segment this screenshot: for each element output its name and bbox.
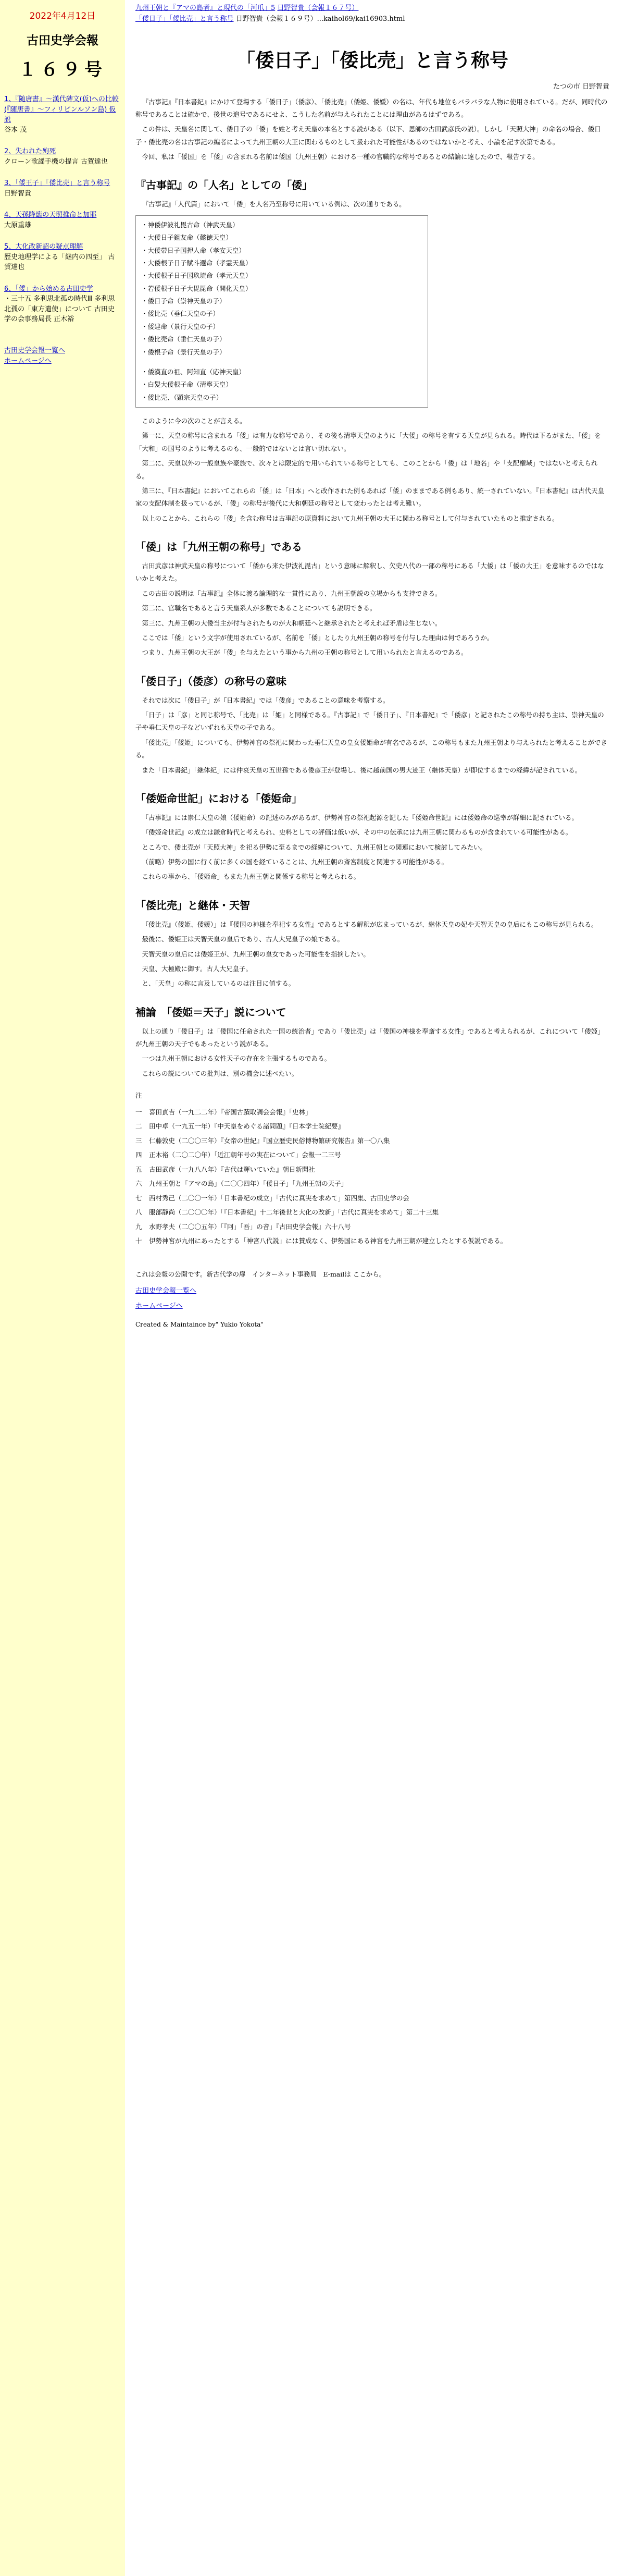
paragraph: このように今の次のことが言える。 xyxy=(142,417,246,425)
section-heading: 「倭日子」（倭彦）の称号の意味 xyxy=(135,674,286,688)
paragraph: 以上のことから、これらの「倭」を含む称号は古事記の原資料において九州王朝の大王に関わる称号として付与されていたものと推定される。 xyxy=(142,514,559,522)
back-to-index-link[interactable]: 古田史学会報一覧へ xyxy=(4,346,66,354)
note-text: 九州王朝と「アマの島」（二〇〇四年）「倭日子」「九州王朝の天子」 xyxy=(149,1180,348,1188)
main-content xyxy=(130,0,615,1331)
note-text: 喜田貞吉（一九二二年）『帝国古蹟取調会会報』「史林」 xyxy=(149,1108,312,1116)
paragraph: 『古事記』「人代篇」において「倭」を人名乃至称号に用いている例は、次の通りである。 xyxy=(142,200,406,208)
closing-note: これは会報の公開です。新古代学の扉 インターネット事務局 E-mailは ここから。 xyxy=(135,1270,386,1278)
list-item: ・大倭日子鉏友命（懿徳天皇） xyxy=(141,234,233,242)
paragraph: ここでは「倭」という文字が使用されているが、名前を「倭」としたり九州王朝の称号を付与した理由は何であろうか。 xyxy=(142,633,494,642)
note-number: 四 xyxy=(135,1151,142,1159)
toc-link[interactable]: 2、失われた殉死 xyxy=(4,148,56,155)
paragraph: 一つは九州王朝における女性天子の存在を主張するものである。 xyxy=(142,1054,331,1063)
paragraph: 天智天皇の皇后には倭姫王が、九州王朝の皇女であった可能性を指摘したい。 xyxy=(142,950,370,958)
toc-item xyxy=(4,284,121,325)
paragraph: （前略）伊勢の国に行く前に多くの国を経ていることは、九州王朝の斎宮制度と関連する可能性がある。 xyxy=(142,858,448,866)
note-item xyxy=(135,1134,609,1148)
paragraph: 以上の通り「倭日子」は「倭国に任命された一国の統治者」であり「倭比売」は「倭国の神様を奉斎する女性」であると考えられるが、これについて「倭姫」が九州王朝の天子でもあったという説がある。 xyxy=(135,1027,604,1048)
paragraph: また「日本書紀」「継体紀」には仲哀天皇の五世孫である倭彦王が登場し、後に越前国の男大迹王（継体天皇）が即位するまでの経緯が記されている。 xyxy=(142,766,582,774)
homepage-link[interactable]: ホームページへ xyxy=(4,357,52,365)
toc-author: 歴史地理学による「継内の四至」 古賀達也 xyxy=(4,253,115,271)
name-list-box xyxy=(135,215,428,408)
paragraph: この件は、天皇名に関して、倭日子の「倭」を姓と考え天皇の本名とする説がある（以下、恩師の古田武彦氏の説）。しかし「天照大神」の命名の場合、倭日子・倭比売の名は古事記の編者によって九州王朝の大王に関わるものとして扱われた可能性があるのではないかと考え、小論を記す次第である。 xyxy=(135,125,601,146)
list-item: ・倭比売命（垂仁天皇の子） xyxy=(141,335,226,344)
note-text: 田中卓（一九五一年）『中天皇をめぐる諸問題』『日本学士院紀要』 xyxy=(149,1122,345,1131)
paragraph: 『古事記』『日本書紀』にかけて登場する「倭日子」（倭彦）、「倭比売」（倭姫、倭媛）の名は、年代も地位もバラバラな人物に使用されている。だが、同時代の称号であることは確かで、後世の追号であるにせよ、こうした名前が与えられたことには理由があるはずである。 xyxy=(135,97,608,118)
paragraph: つまり、九州王朝の大王が「倭」を与えたという事から九州の王朝の称号として用いられたと言えるのである。 xyxy=(142,648,468,657)
list-item: ・倭比売（垂仁天皇の子） xyxy=(141,310,220,318)
section-heading: 「倭」は「九州王朝の称号」である xyxy=(135,541,302,554)
breadcrumb-tail: 日野智貴（会報１６９号）...kaihol69/kai16903.html xyxy=(235,15,405,23)
breadcrumb-link[interactable]: 日野智貴（会報１６７号） xyxy=(277,4,359,12)
toc-author: ・三十五 多利思北孤の時代Ⅲ 多利思北孤の「東方遣使」について 古田史学の会事務局長 正木裕 xyxy=(4,295,115,323)
paragraph: と、「天皇」の称に言及しているのは注目に値する。 xyxy=(142,979,295,988)
note-item xyxy=(135,1205,609,1220)
list-item: ・大倭帯日子国押人命（孝安天皇） xyxy=(141,246,246,254)
note-text: 伊勢神宮が九州にあったとする「神宮八代説」には賛成なく、伊勢国にある神宮を九州王朝が建立したとする仮説である。 xyxy=(149,1237,507,1245)
paragraph: 第三に、九州王朝の大倭当主が付与されたものが大和朝廷へと継承されたと考えれば矛盾は生じない。 xyxy=(142,619,442,627)
toc-link[interactable]: 5、大化改新詔の疑点理解 xyxy=(4,243,83,251)
credit: Created & Maintaince by" Yukio Yokota" xyxy=(135,1321,264,1329)
note-item xyxy=(135,1105,609,1120)
paragraph: 最後に、倭姫王は天智天皇の皇后であり、古人大兄皇子の娘である。 xyxy=(142,935,344,943)
paragraph: 古田武彦は神武天皇の称号について「倭から来た伊波礼毘古」という意味に解釈し、欠史八代の一部の称号にある「大倭」は「倭の大王」を意味するのではないかと考えた。 xyxy=(135,562,604,583)
note-number: 六 xyxy=(135,1180,142,1188)
sidebar xyxy=(0,0,125,2576)
sidebar-links xyxy=(4,346,121,367)
paragraph: 『古事記』には崇仁天皇の娘（倭姫命）の記述のみがあるが、伊勢神宮の祭祀起源を記した『倭姫命世記』には倭姫命の巡幸が詳細に記されている。 xyxy=(142,813,579,821)
journal-title: 古田史学会報 xyxy=(27,34,98,47)
paragraph: この古田の説明は『古事記』全体に渡る論理的な一貫性にあり、九州王朝説の立場からも支持できる。 xyxy=(142,589,442,597)
toc-link[interactable]: 4、天孫降臨の天照推命と加耶 xyxy=(4,211,97,219)
list-item: ・神倭伊波礼毘古命（神武天皇） xyxy=(141,220,239,229)
note-text: 服部静尚（二〇〇〇年）「『日本書紀』十二年後世と大化の改新」「古代に真実を求めて」第二十三集 xyxy=(149,1208,439,1217)
note-text: 水野孝夫（二〇〇五年）「『阿」「吾」の音」『古田史学会報』六十八号 xyxy=(149,1222,351,1231)
paragraph: 第一に、天皇の称号に含まれる「倭」は有力な称号であり、その後も清寧天皇のように「大倭」の称号を有する天皇が見られる。時代は下るがまた、「倭」を「大和」の国号のように考えるのも、一般的ではないとは言い切れない。 xyxy=(135,432,601,452)
breadcrumb-link[interactable]: 九州王朝と『アマの島者』と現代の「河爪」5 xyxy=(135,4,276,12)
note-item xyxy=(135,1191,609,1206)
note-text: 正木裕（二〇二〇年）「近江朝年号の実在について」会報一二三号 xyxy=(149,1151,341,1159)
table-of-contents xyxy=(4,94,121,325)
list-item: ・倭比売、（顕宗天皇の子） xyxy=(141,393,223,401)
note-item xyxy=(135,1148,609,1162)
note-item xyxy=(135,1234,609,1248)
paragraph: これらの事から、「倭姫命」もまた九州王朝と関係する称号と考えられる。 xyxy=(142,873,360,881)
toc-author: 大原重雄 xyxy=(4,221,32,229)
list-item: ・倭建命（景行天皇の子） xyxy=(141,322,220,330)
section-heading: 「倭姫命世記」における「倭姫命」 xyxy=(135,792,302,805)
paragraph: 第二に、天皇以外の一般皇族や豪族で、次々とは限定的で用いられている称号としても、このことから「倭」は「地名」や「支配権域」ではないと考えられる。 xyxy=(135,459,598,480)
toc-link[interactable]: 6、「倭」から始める古田史学 xyxy=(4,285,93,293)
breadcrumb-link[interactable]: 「倭日子」「倭比売」と言う称号 xyxy=(135,15,234,23)
note-number: 一 xyxy=(135,1108,142,1116)
list-item: ・倭日子命（崇神天皇の子） xyxy=(141,297,226,305)
author: たつの市 日野智貴 xyxy=(553,82,609,91)
note-number: 二 xyxy=(135,1122,142,1131)
toc-link[interactable]: 3、「倭王子」「倭比売」と言う称号 xyxy=(4,179,110,187)
toc-author: クローン歌謡手機の提言 古賀達也 xyxy=(4,157,108,166)
note-number: 五 xyxy=(135,1165,142,1173)
toc-item xyxy=(4,242,121,273)
toc-item xyxy=(4,210,121,230)
toc-item xyxy=(4,178,121,199)
note-item xyxy=(135,1119,609,1134)
list-item: ・大倭根子日子国玖琉命（孝元天皇） xyxy=(141,272,252,280)
note-text: 仁藤敦史（二〇〇三年）『女帝の世紀』『国立歴史民俗博物館研究報告』第一〇八集 xyxy=(149,1136,390,1145)
list-item: ・倭漢直の祖、阿知直（応神天皇） xyxy=(141,367,246,376)
paragraph: 第三に、『日本書紀』においてこれらの「倭」は「日本」へと改作された例もあれば「倭」のままである例もあり、統一されていない。『日本書紀』は古代天皇家の支配体制を扱っているが、「倭」の称号が後代に大和朝廷の称号として変わったとは考え難い。 xyxy=(135,486,605,508)
toc-link[interactable]: 1、『随唐書』～漢代碑文(仮)への比較(『随唐書』～フィリピンルソン島) 仮説 xyxy=(4,95,119,124)
list-item: ・白髪大倭根子命（清寧天皇） xyxy=(141,381,233,389)
toc-author: 谷本 茂 xyxy=(4,126,27,134)
note-item xyxy=(135,1162,609,1177)
note-item xyxy=(135,1220,609,1234)
section-heading: 補論 「倭姫＝天子」説について xyxy=(135,1005,286,1019)
notes-heading: 注 xyxy=(135,1091,142,1100)
toc-item xyxy=(4,146,121,167)
note-number: 八 xyxy=(135,1208,142,1217)
section-heading: 「倭比売」と継体・天智 xyxy=(135,899,250,912)
paragraph: 「倭比売」「倭姫」についても、伊勢神宮の祭祀に関わった垂仁天皇の皇女倭姫命が有名であるが、この称号もまた九州王朝より与えられたと考えることができる。 xyxy=(135,738,607,759)
note-number: 九 xyxy=(135,1222,142,1231)
breadcrumb xyxy=(135,3,609,25)
note-text: 西村秀己（二〇〇一年）「日本書紀の成立」「古代に真実を求めて」第四集、古田史学の会 xyxy=(149,1194,410,1202)
note-number: 十 xyxy=(135,1237,142,1245)
back-to-index-link[interactable]: 古田史学会報一覧へ xyxy=(135,1286,197,1295)
list-item: ・倭根子命（景行天皇の子） xyxy=(141,348,226,356)
paragraph: 今回、私は「倭国」を「倭」の含まれる名前は倭国（九州王朝）における一種の官職的な称号であるとの結論に達したので、報告する。 xyxy=(142,153,539,161)
list-item: ・大倭根子日子賦斗邇命（孝霊天皇） xyxy=(141,259,252,267)
issue-date: 2022年4月12日 xyxy=(29,11,96,21)
paragraph: 「日子」は「彦」と同じ称号で、「比売」は「姫」と同様である。『古事記』で「倭日子」、『日本書紀』で「倭彦」と記されたこの称号の持ち主は、崇神天皇の子や垂仁天皇の子などいずれも天皇の子である。 xyxy=(135,711,604,732)
footer-links xyxy=(135,1284,609,1314)
note-number: 七 xyxy=(135,1194,142,1202)
paragraph: 第二に、官職名であると言う天皇系人が多数であることについても説明できる。 xyxy=(142,604,377,612)
note-number: 三 xyxy=(135,1136,142,1145)
section-heading: 『古事記』の「人名」としての「倭」 xyxy=(135,179,312,192)
paragraph: これらの説についての批判は、別の機会に述べたい。 xyxy=(142,1069,298,1077)
note-item xyxy=(135,1176,609,1191)
paragraph: 天皇、大極殿に御す。古人大兄皇子。 xyxy=(142,964,253,973)
list-item: ・若倭根子日子大毘毘命（開化天皇） xyxy=(141,284,252,292)
paragraph: 『倭姫命世記』の成立は鎌倉時代と考えられ、史料としての評価は低いが、その中の伝承には九州王朝に関わるものが含まれている可能性がある。 xyxy=(142,828,572,837)
note-text: 古田武彦（一九八八年）『古代は輝いていた』朝日新聞社 xyxy=(149,1165,315,1173)
paragraph: ところで、倭比売が「天照大神」を祀る伊勢に至るまでの経緯について、九州王朝との関連において検討してみたい。 xyxy=(142,843,487,851)
toc-author: 日野智貴 xyxy=(4,189,32,198)
page-title: 「倭日子」「倭比売」と言う称号 xyxy=(236,49,508,71)
toc-item xyxy=(4,94,121,135)
homepage-link[interactable]: ホームページへ xyxy=(135,1302,183,1310)
notes-list xyxy=(135,1105,609,1248)
issue-number: １６９号 xyxy=(19,59,106,80)
paragraph: それでは次に「倭日子」が『日本書紀』では「倭彦」であることの意味を考察する。 xyxy=(142,696,390,704)
paragraph: 『倭比売』（倭姫、倭媛）」は『倭国の神様を奉祀する女性』であるとする解釈が広まっているが、継体天皇の妃や天智天皇の皇后にもこの称号が見られる。 xyxy=(142,920,598,928)
